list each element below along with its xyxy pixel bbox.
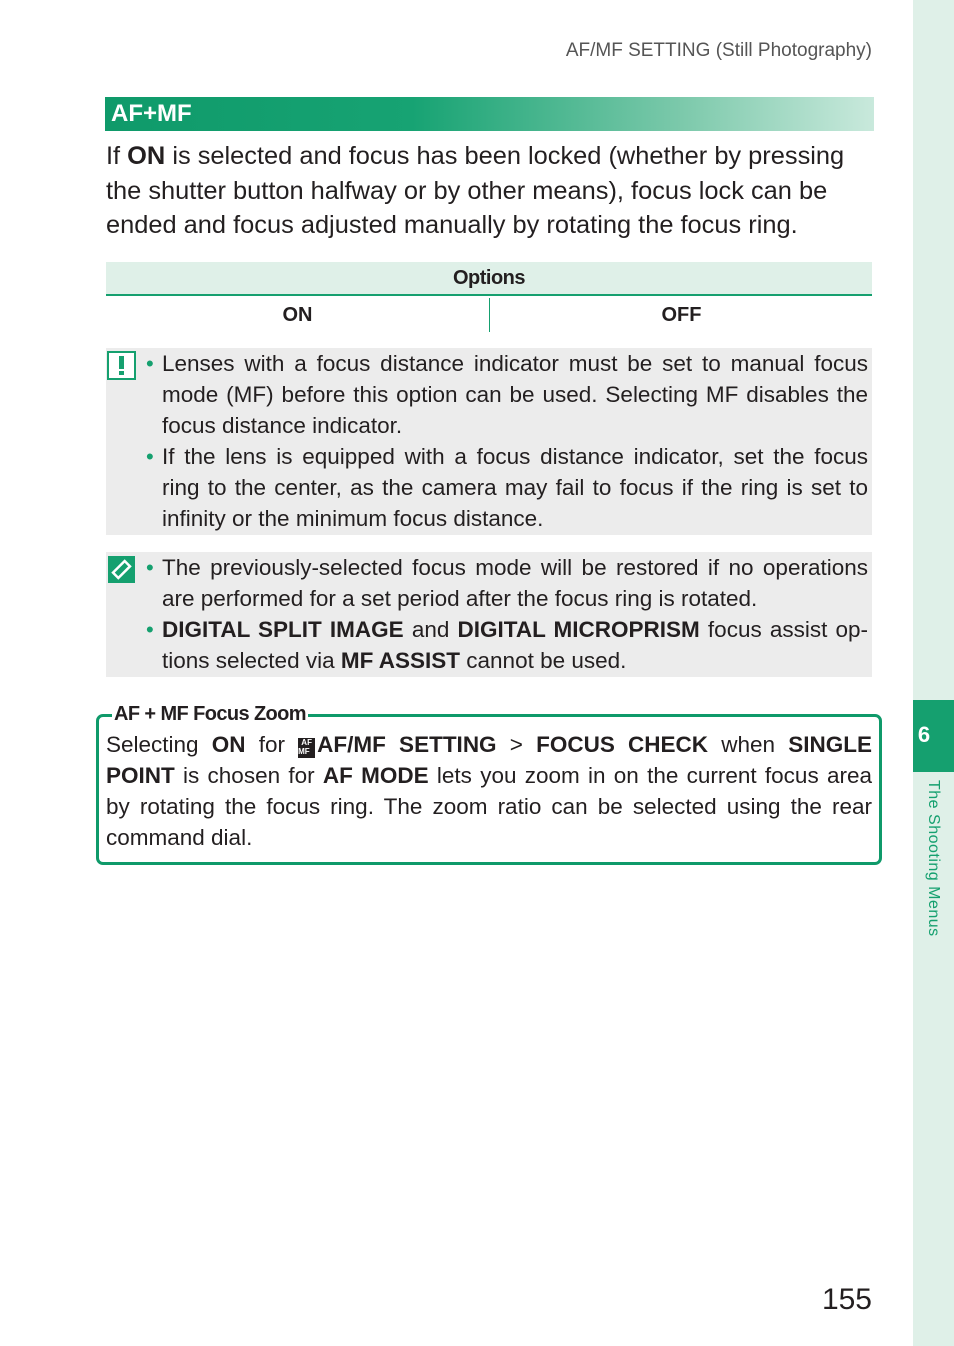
page-number: 155 <box>821 1283 872 1316</box>
bullet-dot: • <box>146 617 154 642</box>
options-header: Options <box>106 262 872 296</box>
note-box <box>106 552 872 677</box>
caution-box <box>106 348 872 535</box>
list-item: • The previously-selected focus mode will be restored if no operations are performed for a set period after the focus ring is rotated. <box>146 552 868 614</box>
section-title: AF+MF <box>111 100 192 127</box>
running-head: AF/MF SETTING (Still Photography) <box>565 40 872 61</box>
chapter-tab <box>913 700 954 772</box>
option-on: ON <box>282 304 313 326</box>
bullet-dot: • <box>146 555 154 580</box>
note-icon <box>107 555 136 584</box>
note-bullets <box>146 552 868 676</box>
intro-text: If <box>106 142 128 170</box>
option-off: OFF <box>489 298 873 332</box>
intro-text: is selected and focus has been locked (whether by pressing the shutter button halfway or by other means), focus lock can be ended and focus adjusted manually by rotating the focus ring. <box>106 142 845 239</box>
section-heading-bar <box>105 97 874 131</box>
options-table <box>106 262 872 332</box>
chapter-label: The Shooting Menus <box>925 780 942 937</box>
list-item: • DIGITAL SPLIT IMAGE and DIGITAL MICROPRISM focus assist options selected via MF ASSIST cannot be used. <box>146 614 868 676</box>
intro-on-keyword: ON <box>127 142 166 170</box>
focus-zoom-text: Selecting ON for AF MF AF/MF SETTING > FOCUS CHECK when SINGLE POINT is chosen for AF MODE lets you zoom in on the current focus area by rotating the focus ring. The zoom ratio can be selected using the rear command dial. <box>106 732 872 850</box>
caution-icon <box>107 351 136 380</box>
intro-paragraph <box>106 139 874 243</box>
bullet-dot: • <box>146 444 154 469</box>
bullet-dot: • <box>146 351 154 376</box>
focus-zoom-title: AF + MF Focus Zoom <box>114 703 306 725</box>
chapter-number: 6 <box>917 722 931 747</box>
list-item: • If the lens is equipped with a focus distance indicator, set the focus ring to the center, as the camera may fail to focus if the ring is set to infinity or the minimum focus distance. <box>146 441 868 534</box>
caution-bullets <box>146 348 868 534</box>
af-mf-icon: AF MF <box>298 738 315 758</box>
side-tab-strip <box>913 0 954 1346</box>
list-item: • Lenses with a focus distance indicator must be set to manual focus mode (MF) before this option can be used. Selecting MF disables the focus distance indicator. <box>146 348 868 441</box>
